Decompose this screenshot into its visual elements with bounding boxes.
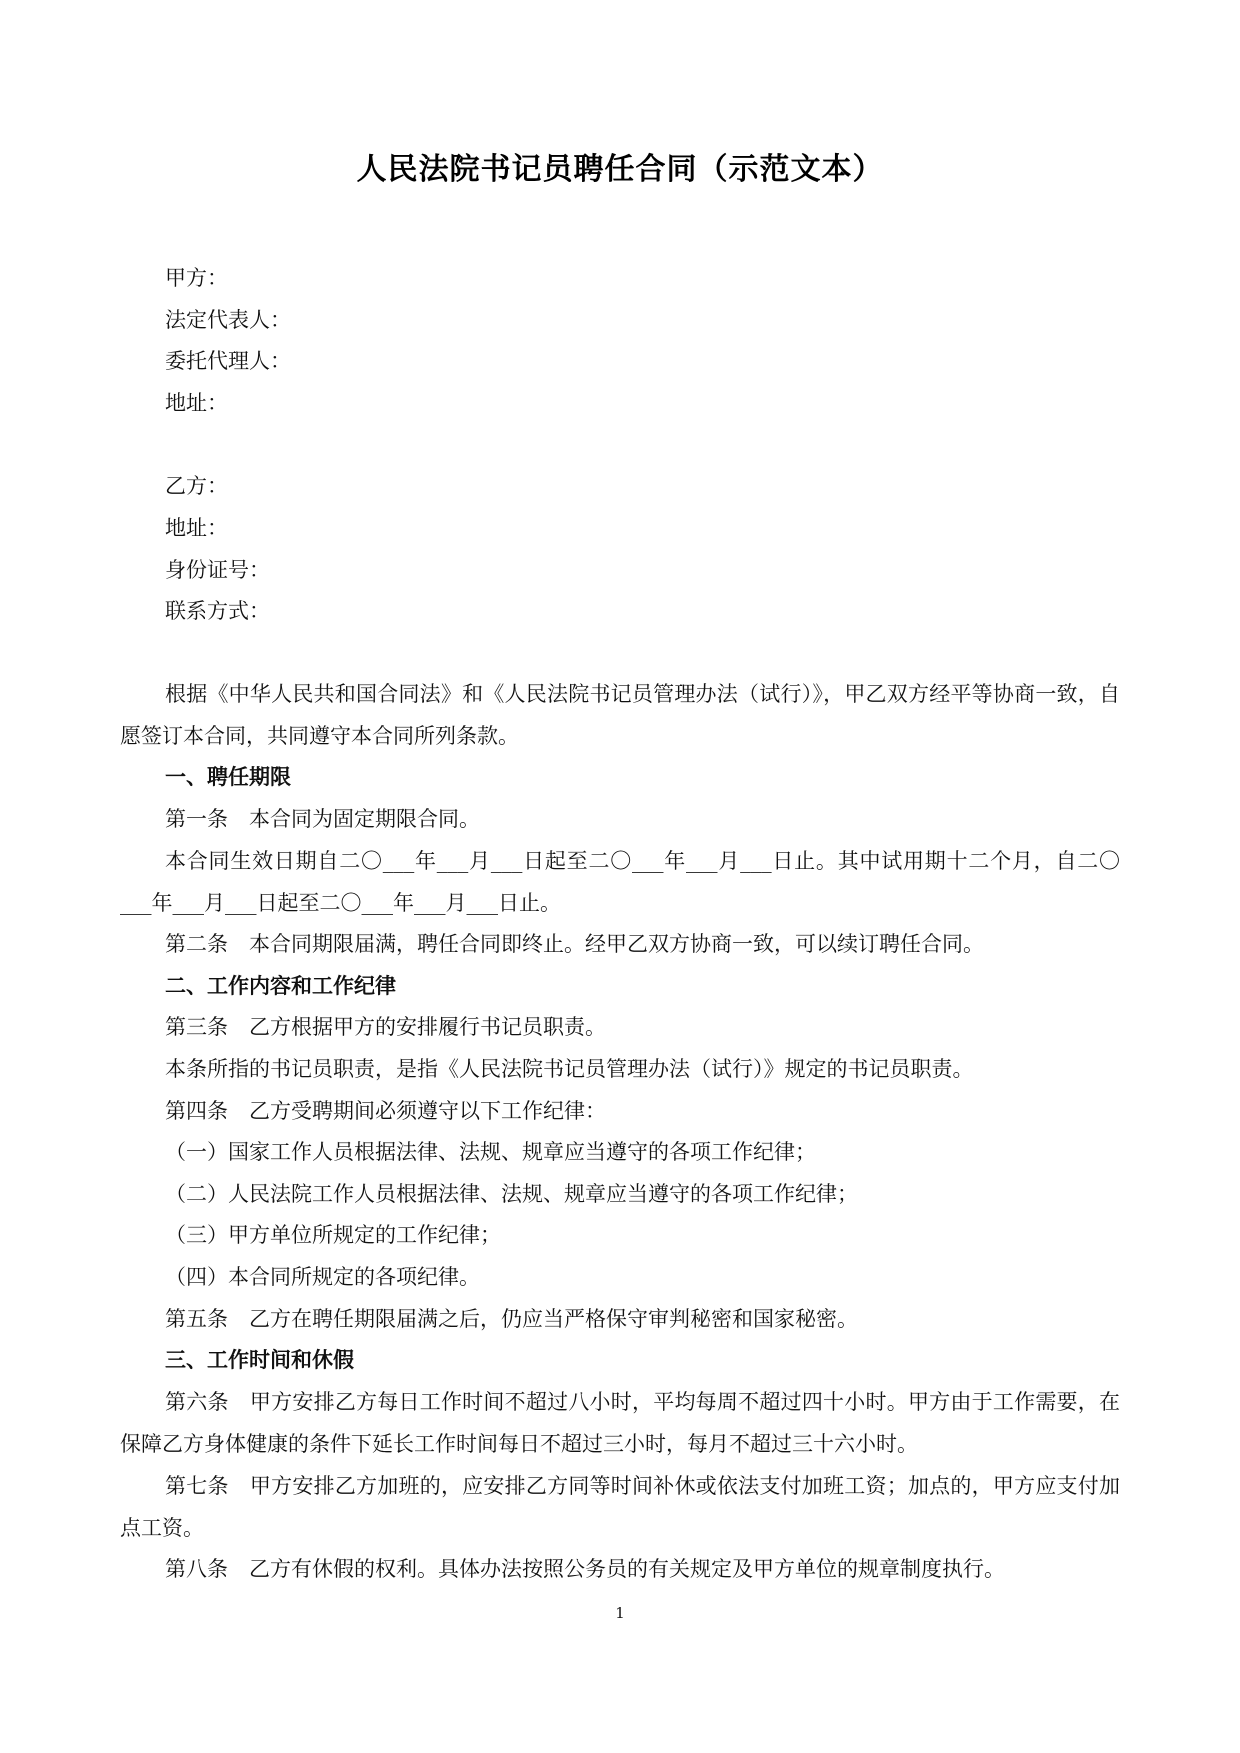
party-b-label: 乙方：: [165, 474, 228, 498]
document-title: 人民法院书记员聘任合同（示范文本）: [356, 152, 884, 187]
section-heading-hours: 三、工作时间和休假: [165, 1347, 354, 1372]
article-4: 第四条 乙方受聘期间必须遵守以下工作纪律：: [165, 1099, 606, 1123]
article-6-paragraph: 第六条 甲方安排乙方每日工作时间不超过八小时，平均每周不超过四十小时。甲方由于工作需要，在保障乙方身体健康的条件下延长工作时间每日不超过三小时，每月不超过三十六小时。: [120, 1390, 1120, 1456]
section-heading-duties: 二、工作内容和工作纪律: [165, 973, 396, 998]
party-b-id-number: 身份证号：: [165, 558, 270, 582]
article-8: 第八条 乙方有休假的权利。具体办法按照公务员的有关规定及甲方单位的规章制度执行。: [165, 1557, 1005, 1581]
party-a-agent: 委托代理人：: [165, 349, 291, 373]
preamble-paragraph: 根据《中华人民共和国合同法》和《人民法院书记员管理办法（试行）》，甲乙双方经平等协商一致，自愿签订本合同，共同遵守本合同所列条款。: [120, 682, 1120, 748]
article-1-term-paragraph: 本合同生效日期自二〇___年___月___日起至二〇___年___月___日止。其中试用期十二个月，自二〇___年___月___日起至二〇___年___月___日止。: [120, 849, 1120, 915]
section-heading-term: 一、聘任期限: [165, 764, 291, 789]
article-7-paragraph: 第七条 甲方安排乙方加班的，应安排乙方同等时间补休或依法支付加班工资；加点的，甲方应支付加点工资。: [120, 1474, 1120, 1540]
article-3: 第三条 乙方根据甲方的安排履行书记员职责。: [165, 1015, 606, 1039]
discipline-item-4: （四）本合同所规定的各项纪律。: [165, 1265, 480, 1289]
discipline-item-2: （二）人民法院工作人员根据法律、法规、规章应当遵守的各项工作纪律；: [165, 1182, 858, 1206]
discipline-item-1: （一）国家工作人员根据法律、法规、规章应当遵守的各项工作纪律；: [165, 1140, 816, 1164]
party-a-address: 地址：: [165, 391, 228, 415]
party-b-address: 地址：: [165, 516, 228, 540]
party-b-contact: 联系方式：: [165, 599, 270, 623]
page-number: 1: [615, 1604, 625, 1622]
party-a-legal-rep: 法定代表人：: [165, 308, 291, 332]
discipline-item-3: （三）甲方单位所规定的工作纪律；: [165, 1223, 501, 1247]
article-5: 第五条 乙方在聘任期限届满之后，仍应当严格保守审判秘密和国家秘密。: [165, 1307, 858, 1331]
article-2: 第二条 本合同期限届满，聘任合同即终止。经甲乙双方协商一致，可以续订聘任合同。: [165, 932, 984, 956]
article-3-note: 本条所指的书记员职责，是指《人民法院书记员管理办法（试行）》规定的书记员职责。: [165, 1057, 974, 1081]
party-a-label: 甲方：: [165, 266, 228, 290]
article-1: 第一条 本合同为固定期限合同。: [165, 807, 480, 831]
